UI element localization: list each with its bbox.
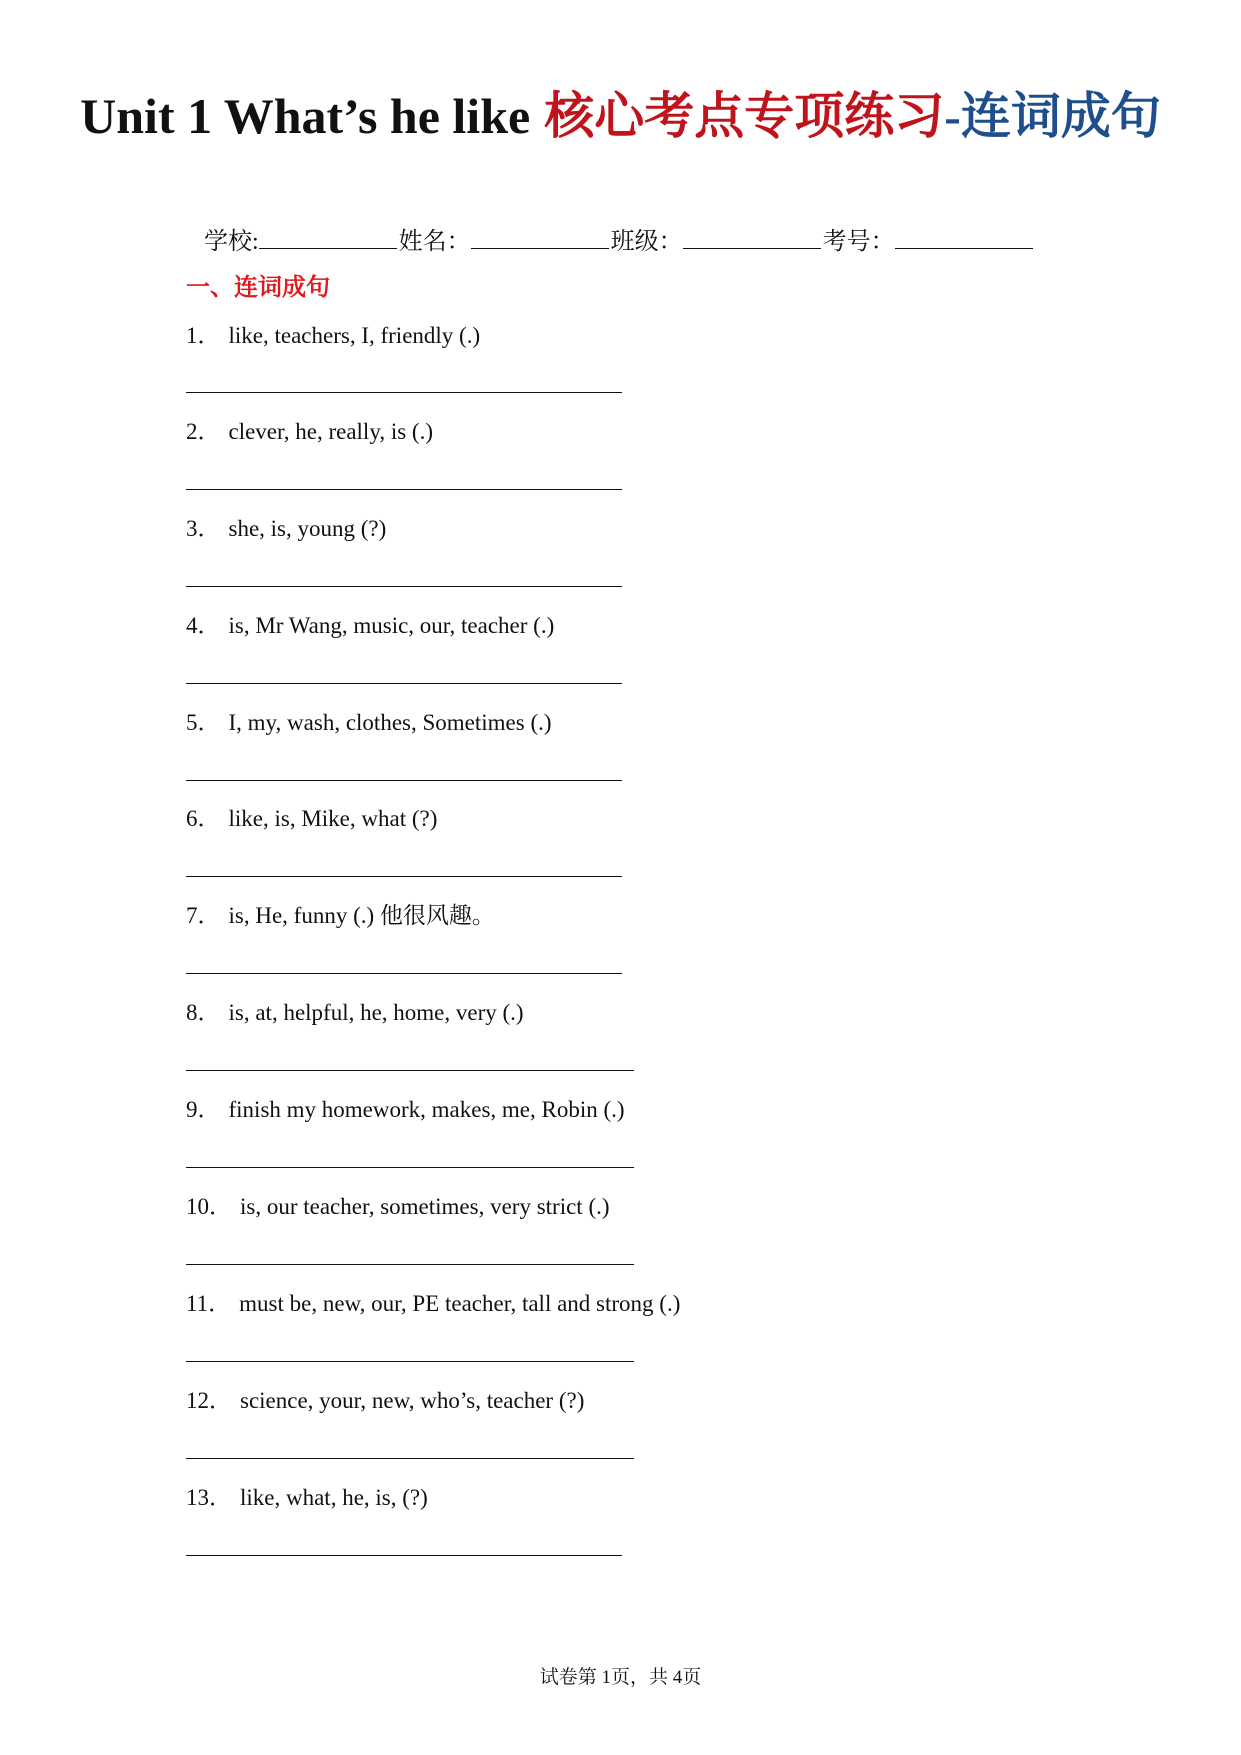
exam-no-label: 考号： xyxy=(822,229,895,255)
question-number: 11． xyxy=(186,1291,232,1316)
title-english: Unit 1 What’s he like xyxy=(80,88,531,144)
question-text: clever, he, really, is (.) xyxy=(228,419,433,444)
question-item xyxy=(186,803,437,835)
school-label: 学校: xyxy=(204,229,259,255)
question-text: finish my homework, makes, me, Robin (.) xyxy=(228,1097,625,1122)
question-item xyxy=(186,707,552,739)
title-chinese-red: 核心考点专项练习 xyxy=(544,88,945,144)
question-item xyxy=(186,1482,428,1514)
question-text: is, Mr Wang, music, our, teacher (.) xyxy=(228,613,555,638)
question-item xyxy=(186,610,554,642)
question-text: she, is, young (?) xyxy=(228,516,387,541)
question-text: I, my, wash, clothes, Sometimes (.) xyxy=(228,710,552,735)
answer-line[interactable] xyxy=(186,973,622,974)
question-text: science, your, new, who’s, teacher (?) xyxy=(240,1388,585,1413)
question-number: 2． xyxy=(186,419,221,444)
class-label: 班级： xyxy=(610,229,683,255)
question-number: 5． xyxy=(186,710,221,735)
question-text: like, teachers, I, friendly (.) xyxy=(228,323,481,348)
answer-line[interactable] xyxy=(186,876,622,877)
question-item xyxy=(186,320,480,352)
answer-line[interactable] xyxy=(186,1458,634,1459)
question-item xyxy=(186,416,433,448)
answer-line[interactable] xyxy=(186,1070,634,1071)
student-info-row xyxy=(204,222,1035,259)
question-text: is, our teacher, sometimes, very strict (.) xyxy=(240,1194,610,1219)
question-item xyxy=(186,997,524,1029)
exam-no-blank[interactable] xyxy=(895,222,1033,249)
question-number: 8． xyxy=(186,1000,221,1025)
answer-line[interactable] xyxy=(186,1555,622,1556)
question-item xyxy=(186,1094,625,1126)
question-number: 4． xyxy=(186,613,221,638)
answer-line[interactable] xyxy=(186,1361,634,1362)
answer-line[interactable] xyxy=(186,780,622,781)
question-number: 9． xyxy=(186,1097,221,1122)
question-number: 13． xyxy=(186,1485,232,1510)
question-item xyxy=(186,513,386,545)
school-blank[interactable] xyxy=(259,222,397,249)
answer-line[interactable] xyxy=(186,1264,634,1265)
answer-line[interactable] xyxy=(186,489,622,490)
title-chinese-blue: -连词成句 xyxy=(944,88,1161,144)
section-title: 一、连词成句 xyxy=(186,273,330,301)
question-number: 3． xyxy=(186,516,221,541)
question-text: is, He, funny (.) 他很风趣。 xyxy=(228,903,495,928)
question-text: like, what, he, is, (?) xyxy=(240,1485,428,1510)
question-item xyxy=(186,1385,584,1417)
question-number: 1． xyxy=(186,323,221,348)
question-item xyxy=(186,1191,610,1223)
question-number: 12． xyxy=(186,1388,232,1413)
answer-line[interactable] xyxy=(186,392,622,393)
question-text: is, at, helpful, he, home, very (.) xyxy=(228,1000,524,1025)
question-number: 7． xyxy=(186,903,221,928)
question-text: must be, new, our, PE teacher, tall and strong (.) xyxy=(239,1291,681,1316)
question-item xyxy=(186,1288,680,1320)
question-item xyxy=(186,900,495,932)
answer-line[interactable] xyxy=(186,586,622,587)
answer-line[interactable] xyxy=(186,683,622,684)
name-label: 姓名： xyxy=(398,229,471,255)
answer-line[interactable] xyxy=(186,1167,634,1168)
question-text: like, is, Mike, what (?) xyxy=(228,806,438,831)
name-blank[interactable] xyxy=(471,222,609,249)
question-number: 6． xyxy=(186,806,221,831)
class-blank[interactable] xyxy=(683,222,821,249)
page-title xyxy=(0,84,1241,148)
page-footer: 试卷第 1页，共 4页 xyxy=(539,1667,702,1688)
question-number: 10． xyxy=(186,1194,232,1219)
